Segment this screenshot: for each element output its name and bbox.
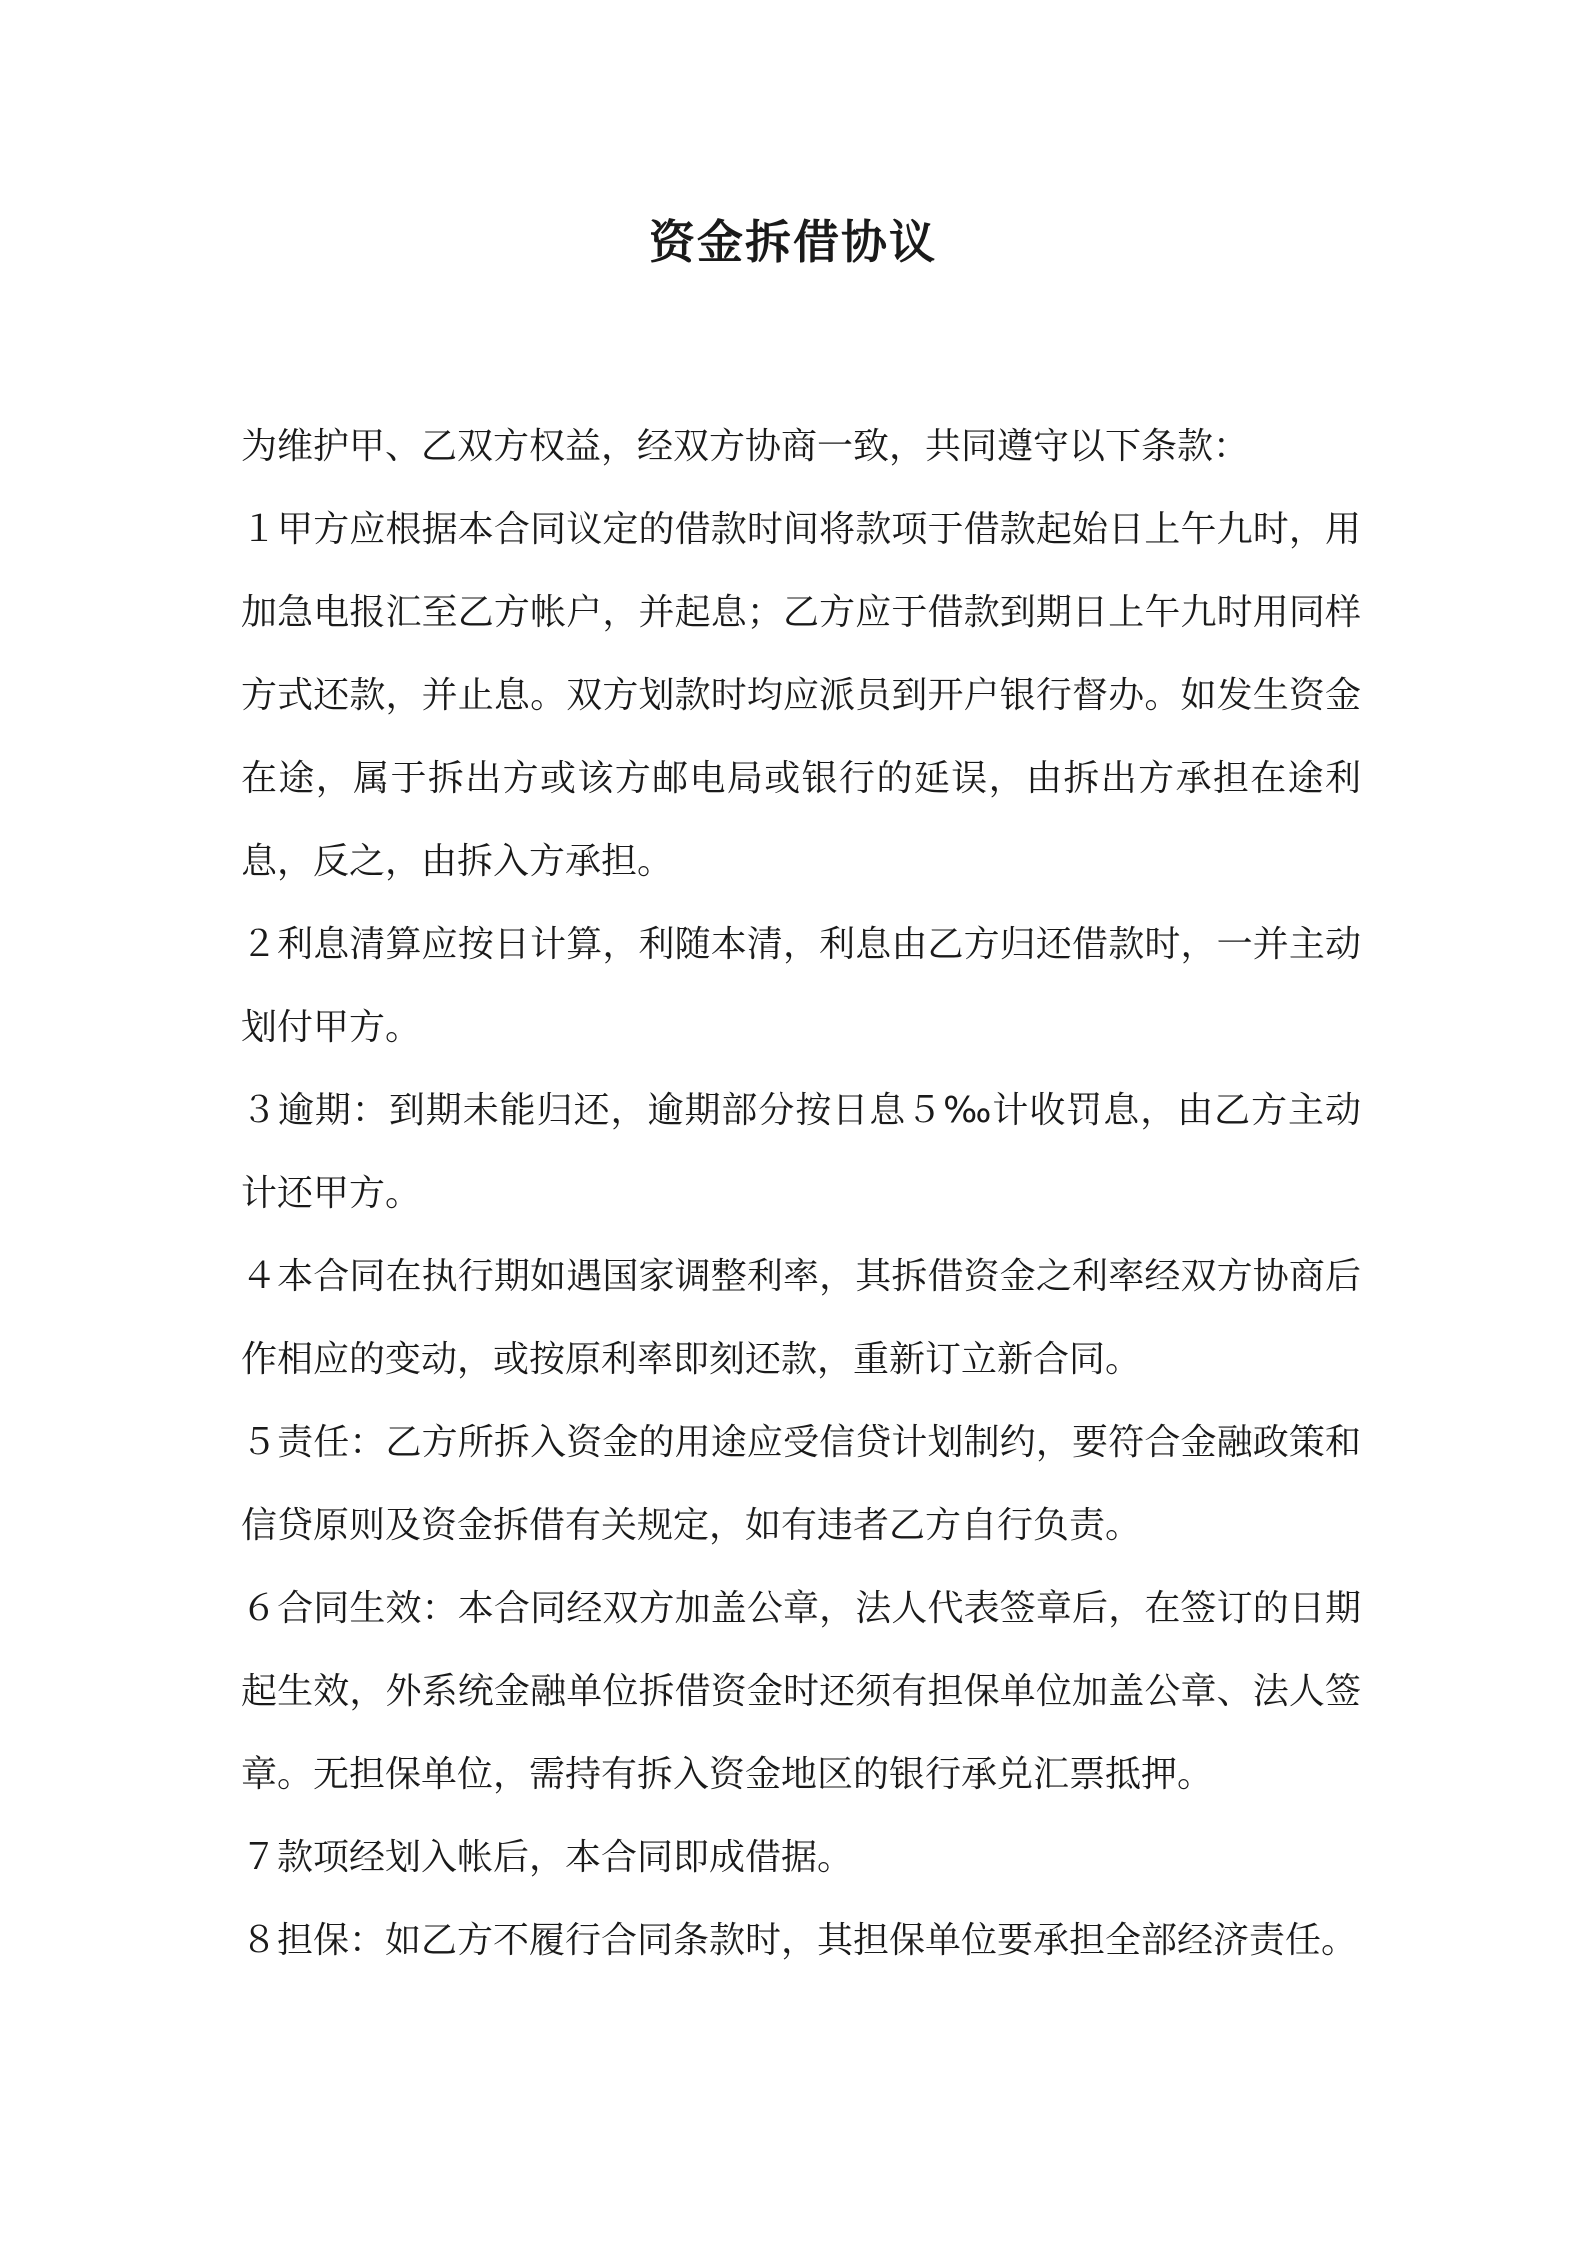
clause-1: １甲方应根据本合同议定的借款时间将款项于借款起始日上午九时，用加急电报汇至乙方帐户，并起息；乙方应于借款到期日上午九时用同样方式还款，并止息。双方划款时均应派员到开户银行督办。如发生资金在途，属于拆出方或该方邮电局或银行的延误，由拆出方承担在途利息，反之，由拆入方承担。 [241, 509, 1361, 882]
intro-paragraph: 为维护甲、乙双方权益，经双方协商一致，共同遵守以下条款： [241, 426, 1250, 467]
clause-8: ８担保：如乙方不履行合同条款时，其担保单位要承担全部经济责任。 [241, 1920, 1358, 1961]
clause-6: ６合同生效：本合同经双方加盖公章，法人代表签章后，在签订的日期起生效，外系统金融单位拆借资金时还须有担保单位加盖公章、法人签章。无担保单位，需持有拆入资金地区的银行承兑汇票抵押。 [241, 1588, 1361, 1795]
clause-2: ２利息清算应按日计算，利随本清，利息由乙方归还借款时，一并主动划付甲方。 [241, 924, 1361, 1048]
document-title: 资金拆借协议 [649, 215, 937, 269]
clause-7: ７款项经划入帐后，本合同即成借据。 [241, 1837, 854, 1878]
clause-4: ４本合同在执行期如遇国家调整利率，其拆借资金之利率经双方协商后作相应的变动，或按原利率即刻还款，重新订立新合同。 [241, 1256, 1361, 1380]
clause-3: ３逾期：到期未能归还，逾期部分按日息５‰计收罚息，由乙方主动计还甲方。 [241, 1090, 1361, 1214]
document-body [241, 405, 1361, 1982]
clause-5: ５责任：乙方所拆入资金的用途应受信贷计划制约，要符合金融政策和信贷原则及资金拆借有关规定，如有违者乙方自行负责。 [241, 1422, 1361, 1546]
